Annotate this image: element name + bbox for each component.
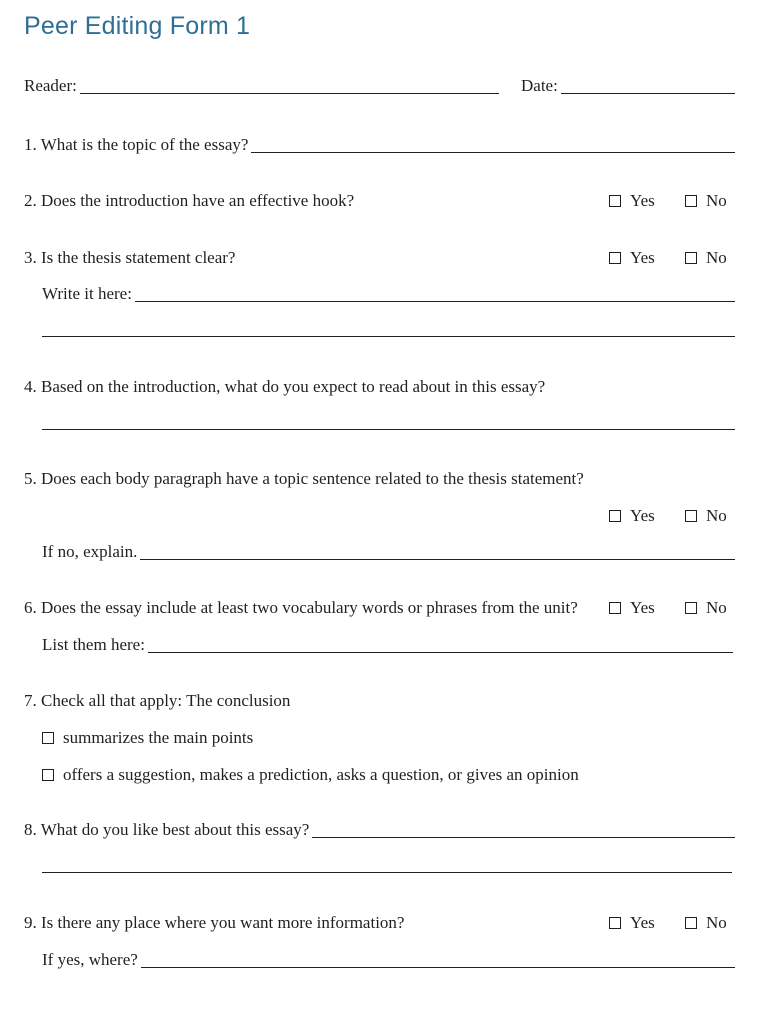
question-2-text: 2. Does the introduction have an effective hook? (24, 191, 355, 210)
date-label: Date: (521, 76, 558, 95)
question-9-answer-line[interactable] (141, 953, 735, 968)
question-3-answer-line-2[interactable] (42, 336, 735, 337)
question-7-text: 7. Check all that apply: The conclusion (24, 691, 291, 710)
yes-label: Yes (630, 913, 655, 932)
no-label: No (706, 506, 727, 525)
question-9-where-field[interactable] (42, 951, 735, 968)
question-8[interactable] (24, 821, 735, 838)
question-1-text: 1. What is the topic of the essay? (24, 135, 249, 154)
checkbox-icon[interactable] (685, 195, 697, 207)
question-5-no-checkbox[interactable] (685, 507, 727, 524)
option-label: offers a suggestion, makes a prediction, asks a question, or gives an opinion (63, 765, 579, 784)
question-6-text: 6. Does the essay include at least two vocabulary words or phrases from the unit? (24, 598, 578, 617)
question-5-prompt: If no, explain. (42, 542, 138, 561)
yes-label: Yes (630, 248, 655, 267)
checkbox-icon[interactable] (42, 769, 54, 781)
date-field[interactable] (521, 77, 735, 94)
question-7-option-1-checkbox[interactable] (42, 729, 253, 746)
no-label: No (706, 598, 727, 617)
question-3-yes-checkbox[interactable] (609, 249, 655, 266)
question-6-yes-checkbox[interactable] (609, 599, 655, 616)
question-8-answer-line[interactable] (312, 823, 735, 838)
checkbox-icon[interactable] (609, 917, 621, 929)
question-7-option-2-checkbox[interactable] (42, 766, 579, 783)
question-5-answer-line[interactable] (140, 545, 735, 560)
yes-label: Yes (630, 191, 655, 210)
no-label: No (706, 913, 727, 932)
question-6-answer-line[interactable] (148, 638, 733, 653)
question-6-no-checkbox[interactable] (685, 599, 727, 616)
question-1-answer-line[interactable] (251, 138, 735, 153)
no-label: No (706, 248, 727, 267)
reader-label: Reader: (24, 76, 77, 95)
question-9-no-checkbox[interactable] (685, 914, 727, 931)
question-3-text: 3. Is the thesis statement clear? (24, 248, 236, 267)
checkbox-icon[interactable] (609, 195, 621, 207)
reader-field[interactable] (24, 77, 499, 94)
page-title: Peer Editing Form 1 (24, 12, 251, 40)
checkbox-icon[interactable] (609, 510, 621, 522)
yes-label: Yes (630, 598, 655, 617)
checkbox-icon[interactable] (685, 917, 697, 929)
checkbox-icon[interactable] (685, 510, 697, 522)
question-5-text: 5. Does each body paragraph have a topic sentence related to the thesis statement? (24, 469, 584, 488)
question-4-answer-line[interactable] (42, 429, 735, 430)
checkbox-icon[interactable] (609, 602, 621, 614)
date-input-line[interactable] (561, 79, 735, 94)
question-3-answer-line[interactable] (135, 287, 735, 302)
reader-input-line[interactable] (80, 79, 499, 94)
question-5-yes-checkbox[interactable] (609, 507, 655, 524)
question-8-answer-line-2[interactable] (42, 872, 732, 873)
question-9-text: 9. Is there any place where you want more information? (24, 913, 405, 932)
no-label: No (706, 191, 727, 210)
checkbox-icon[interactable] (685, 602, 697, 614)
checkbox-icon[interactable] (42, 732, 54, 744)
question-6-prompt: List them here: (42, 635, 145, 654)
yes-label: Yes (630, 506, 655, 525)
question-4-text: 4. Based on the introduction, what do you expect to read about in this essay? (24, 377, 546, 396)
question-3-no-checkbox[interactable] (685, 249, 727, 266)
question-9-yes-checkbox[interactable] (609, 914, 655, 931)
option-label: summarizes the main points (63, 728, 254, 747)
question-9-prompt: If yes, where? (42, 950, 138, 969)
checkbox-icon[interactable] (609, 252, 621, 264)
question-1[interactable] (24, 136, 735, 153)
question-3-write-field[interactable] (42, 285, 735, 302)
question-5-explain-field[interactable] (42, 543, 735, 560)
question-2-no-checkbox[interactable] (685, 192, 727, 209)
checkbox-icon[interactable] (685, 252, 697, 264)
question-2-yes-checkbox[interactable] (609, 192, 655, 209)
question-3-prompt: Write it here: (42, 284, 132, 303)
question-6-list-field[interactable] (42, 636, 733, 653)
question-8-text: 8. What do you like best about this essay? (24, 820, 310, 839)
